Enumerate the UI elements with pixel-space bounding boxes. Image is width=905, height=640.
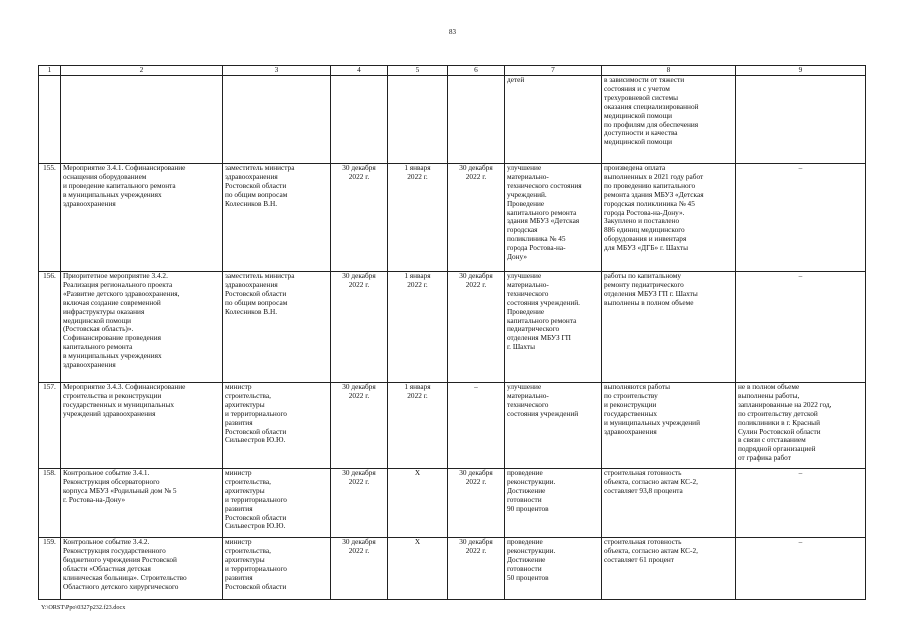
plan-date-cell xyxy=(331,76,388,164)
report-table xyxy=(38,65,866,600)
start-date-cell: 1 января 2022 г. xyxy=(388,383,448,469)
column-number: 1 xyxy=(39,66,61,76)
end-date-cell: 30 декабря 2022 г. xyxy=(448,164,505,272)
measure-cell: Приоритетное мероприятие 3.4.2. Реализация регионального проекта «Развитие детского здравоохранения, включая создание современной инфраструктуры оказания медицинской помощи (Ростовская область)». Софинансирование проведения капитального ремонта в муниципальных учреждениях здравоохранения xyxy=(61,272,223,383)
plan-date-cell: 30 декабря 2022 г. xyxy=(331,272,388,383)
table-row xyxy=(39,164,866,272)
expected-result-cell: детей xyxy=(505,76,602,164)
end-date-cell: – xyxy=(448,383,505,469)
responsible-cell: министр строительства, архитектуры и территориального развития Ростовской области Сильвестров Ю.Ю. xyxy=(223,383,331,469)
actual-result-cell: работы по капитальному ремонту педиатрического отделения МБУЗ ГП г. Шахты выполнены в полном объеме xyxy=(602,272,736,383)
row-number: 155. xyxy=(39,164,61,272)
plan-date-cell: 30 декабря 2022 г. xyxy=(331,469,388,538)
row-number: 156. xyxy=(39,272,61,383)
note-cell: – xyxy=(736,272,866,383)
start-date-cell: Х xyxy=(388,469,448,538)
end-date-cell xyxy=(448,76,505,164)
responsible-cell: министр строительства, архитектуры и территориального развития Ростовской области Сильвестров Ю.Ю. xyxy=(223,469,331,538)
note-cell xyxy=(736,76,866,164)
table-row xyxy=(39,538,866,600)
responsible-cell: министр строительства, архитектуры и территориального развития Ростовской области xyxy=(223,538,331,600)
responsible-cell xyxy=(223,76,331,164)
column-number: 3 xyxy=(223,66,331,76)
column-number: 8 xyxy=(602,66,736,76)
column-number: 2 xyxy=(61,66,223,76)
measure-cell xyxy=(61,76,223,164)
measure-cell: Мероприятие 3.4.1. Софинансирование оснащения оборудованием и проведение капитального ремонта в муниципальных учреждениях здравоохранения xyxy=(61,164,223,272)
row-number xyxy=(39,76,61,164)
responsible-cell: заместитель министра здравоохранения Ростовской области по общим вопросам Колесников В.Н. xyxy=(223,272,331,383)
measure-cell: Контрольное событие 3.4.2. Реконструкция государственного бюджетного учреждения Ростовской области «Областная детская клиническая больница». Строительство Областного детского хирургического xyxy=(61,538,223,600)
table-row xyxy=(39,76,866,164)
actual-result-cell: в зависимости от тяжести состояния и с учетом трехуровневой системы оказания специализированной медицинской помощи по профилям для обеспечения доступности и качества медицинской помощи xyxy=(602,76,736,164)
table-row xyxy=(39,272,866,383)
expected-result-cell: улучшение материально- технического состояния учреждений. Проведение капитального ремонта здания МБУЗ «Детская городская поликлиника № 45 города Ростова-на- Дону» xyxy=(505,164,602,272)
end-date-cell: 30 декабря 2022 г. xyxy=(448,469,505,538)
note-cell: не в полном объеме выполнены работы, запланированные на 2022 год, по строительству детской поликлиники в г. Красный Сулин Ростовской области в связи с отставанием подрядной организацией от графика работ xyxy=(736,383,866,469)
actual-result-cell: выполняются работы по строительству и реконструкции государственных и муниципальных учреждений здравоохранения xyxy=(602,383,736,469)
end-date-cell: 30 декабря 2022 г. xyxy=(448,538,505,600)
expected-result-cell: проведение реконструкции. Достижение готовности 50 процентов xyxy=(505,538,602,600)
column-number-row xyxy=(39,66,866,76)
start-date-cell: 1 января 2022 г. xyxy=(388,164,448,272)
actual-result-cell: произведена оплата выполненных в 2021 году работ по проведению капитального ремонта здания МБУЗ «Детская городская поликлиника № 45 города Ростова-на-Дону». Закуплено и поставлено 886 единиц медицинского оборудования и инвентаря для МБУЗ «ДГБ» г. Шахты xyxy=(602,164,736,272)
row-number: 159. xyxy=(39,538,61,600)
column-number: 9 xyxy=(736,66,866,76)
table-row xyxy=(39,383,866,469)
start-date-cell xyxy=(388,76,448,164)
end-date-cell: 30 декабря 2022 г. xyxy=(448,272,505,383)
actual-result-cell: строительная готовность объекта, согласно актам КС-2, составляет 61 процент xyxy=(602,538,736,600)
actual-result-cell: строительная готовность объекта, согласно актам КС-2, составляет 93,8 процента xyxy=(602,469,736,538)
note-cell: – xyxy=(736,164,866,272)
plan-date-cell: 30 декабря 2022 г. xyxy=(331,383,388,469)
column-number: 6 xyxy=(448,66,505,76)
start-date-cell: 1 января 2022 г. xyxy=(388,272,448,383)
expected-result-cell: проведение реконструкции. Достижение готовности 90 процентов xyxy=(505,469,602,538)
file-path-footer: Y:\ORST\Ppo\0327p232.f23.docx xyxy=(41,604,126,611)
plan-date-cell: 30 декабря 2022 г. xyxy=(331,164,388,272)
row-number: 157. xyxy=(39,383,61,469)
table-row xyxy=(39,469,866,538)
note-cell: – xyxy=(736,469,866,538)
row-number: 158. xyxy=(39,469,61,538)
column-number: 5 xyxy=(388,66,448,76)
note-cell: – xyxy=(736,538,866,600)
responsible-cell: заместитель министра здравоохранения Ростовской области по общим вопросам Колесников В.Н. xyxy=(223,164,331,272)
column-number: 7 xyxy=(505,66,602,76)
measure-cell: Мероприятие 3.4.3. Софинансирование строительства и реконструкции государственных и муниципальных учреждений здравоохранения xyxy=(61,383,223,469)
column-number: 4 xyxy=(331,66,388,76)
page-number: 83 xyxy=(449,28,456,36)
expected-result-cell: улучшение материально- технического состояния учреждений xyxy=(505,383,602,469)
expected-result-cell: улучшение материально- технического состояния учреждений. Проведение капитального ремонта педиатрического отделения МБУЗ ГП г. Шахты xyxy=(505,272,602,383)
start-date-cell: Х xyxy=(388,538,448,600)
plan-date-cell: 30 декабря 2022 г. xyxy=(331,538,388,600)
measure-cell: Контрольное событие 3.4.1. Реконструкция обсерваторного корпуса МБУЗ «Родильный дом № 5 г. Ростова-на-Дону» xyxy=(61,469,223,538)
